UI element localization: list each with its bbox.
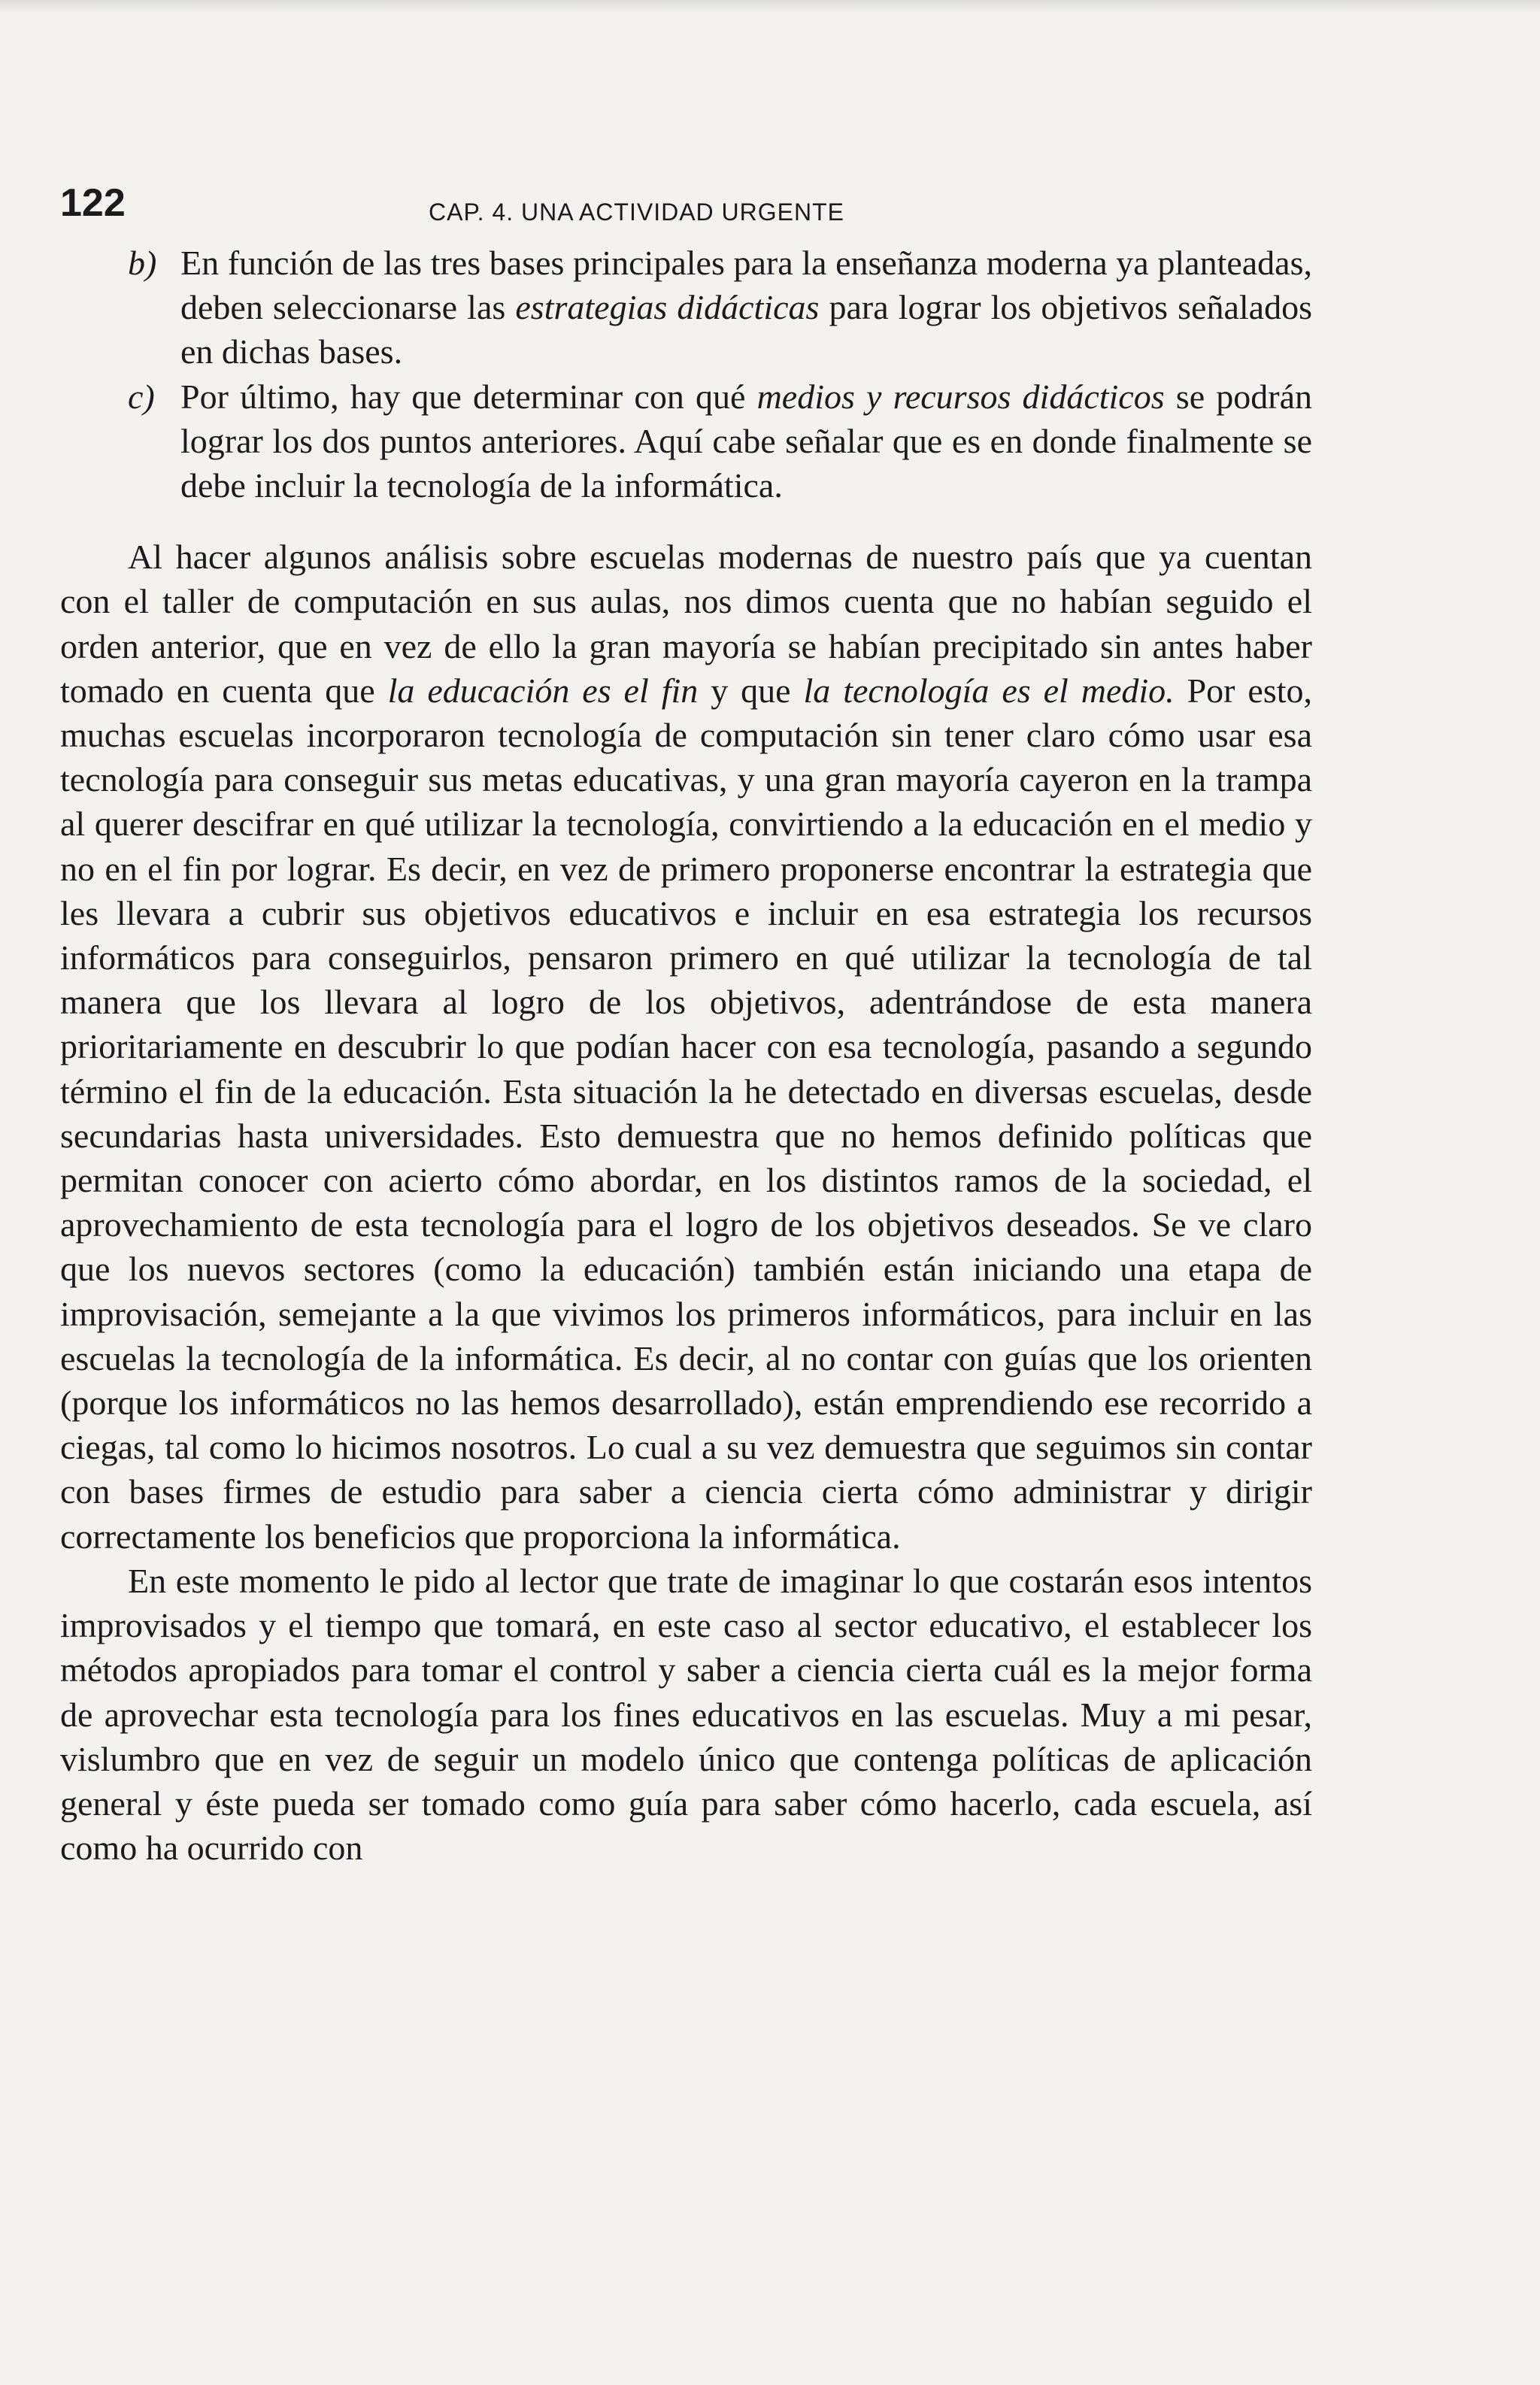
text-segment-italic: estrategias didácticas [515,288,820,327]
text-segment-italic: medios y recursos didácticos [756,377,1165,416]
text-segment: y que [698,671,804,710]
book-page [60,180,1312,1870]
list [60,241,1312,508]
text-segment-italic: la tecnología es el medio. [803,671,1175,710]
text-segment: Al hacer algunos análisis sobre escuelas modernas de nuestro país que ya cuentan con el taller de computación en sus aulas, nos dimos cuenta que no habían seguido el orden anterior, que en vez de ello la gran mayoría se habían precipitado sin antes haber tomado en cuenta que [60,538,1312,710]
text-segment: En función de las tres bases principales para la enseñanza moderna ya planteadas, deben seleccionarse las [180,244,1312,327]
text-segment: para lograr los objetivos señalados en dichas bases. [180,288,1312,371]
text-segment-italic: la educación es el fin [387,671,699,710]
list-item-c [60,374,1312,508]
scan-edge [0,0,1540,14]
text-segment: Por último, hay que determinar con qué [180,377,757,416]
paragraph [60,535,1312,1559]
list-label: b) [128,244,157,282]
text-segment: se podrán lograr los dos puntos anteriores. Aquí cabe señalar que es en donde finalmente se debe incluir la tecnología de la informática. [180,377,1313,505]
paragraph [60,1559,1312,1870]
page-number: 122 [60,181,126,225]
list-item-b [60,241,1312,374]
text-segment: En este momento le pido al lector que trate de imaginar lo que costarán esos intentos improvisados y el tiempo que tomará, en este caso al sector educativo, el establecer los métodos apropiados para tomar el control y saber a ciencia cierta cuál es la mejor forma de aprovechar esta tecnología para los fines educativos en las escuelas. Muy a mi pesar, vislumbro que en vez de seguir un modelo único que contenga políticas de aplicación general y éste pueda ser tomado como guía para saber cómo hacerlo, cada escuela, así como ha ocurrido con [60,1561,1312,1868]
body-text [60,241,1312,1870]
text-segment: Por esto, muchas escuelas incorporaron tecnología de computación sin tener claro cómo usar esa tecnología para conseguir sus metas educativas, y una gran mayoría cayeron en la trampa al querer descifrar en qué utilizar la tecnología, convirtiendo a la educación en el medio y no en el fin por lograr. Es decir, en vez de primero proponerse encontrar la estrategia que les llevara a cubrir sus objetivos educativos e incluir en esa estrategia los recursos informáticos para conseguirlos, pensaron primero en qué utilizar la tecnología de tal manera que los llevara al logro de los objetivos, adentrándose de esta manera prioritariamente en descubrir lo que podían hacer con esa tecnología, pasando a segundo término el fin de la educación. Esta situación la he detectado en diversas escuelas, desde secundarias hasta universidades. Esto demuestra que no hemos definido políticas que permitan conocer con acierto cómo abordar, en los distintos ramos de la sociedad, el aprovechamiento de esta tecnología para el logro de los objetivos deseados. Se ve claro que los nuevos sectores (como la educación) también están iniciando una etapa de improvisación, semejante a la que vivimos los primeros informáticos, para incluir en las escuelas la tecnología de la informática. Es decir, al no contar con guías que los orienten (porque los informáticos no las hemos desarrollado), están emprendiendo ese recorrido a ciegas, tal como lo hicimos nosotros. Lo cual a su vez demuestra que seguimos sin contar con bases firmes de estudio para saber a ciencia cierta cómo administrar y dirigir correctamente los beneficios que proporciona la informática. [60,671,1313,1556]
running-head [60,180,1312,241]
chapter-title: CAP. 4. UNA ACTIVIDAD URGENTE [429,198,844,226]
list-label: c) [128,377,155,416]
